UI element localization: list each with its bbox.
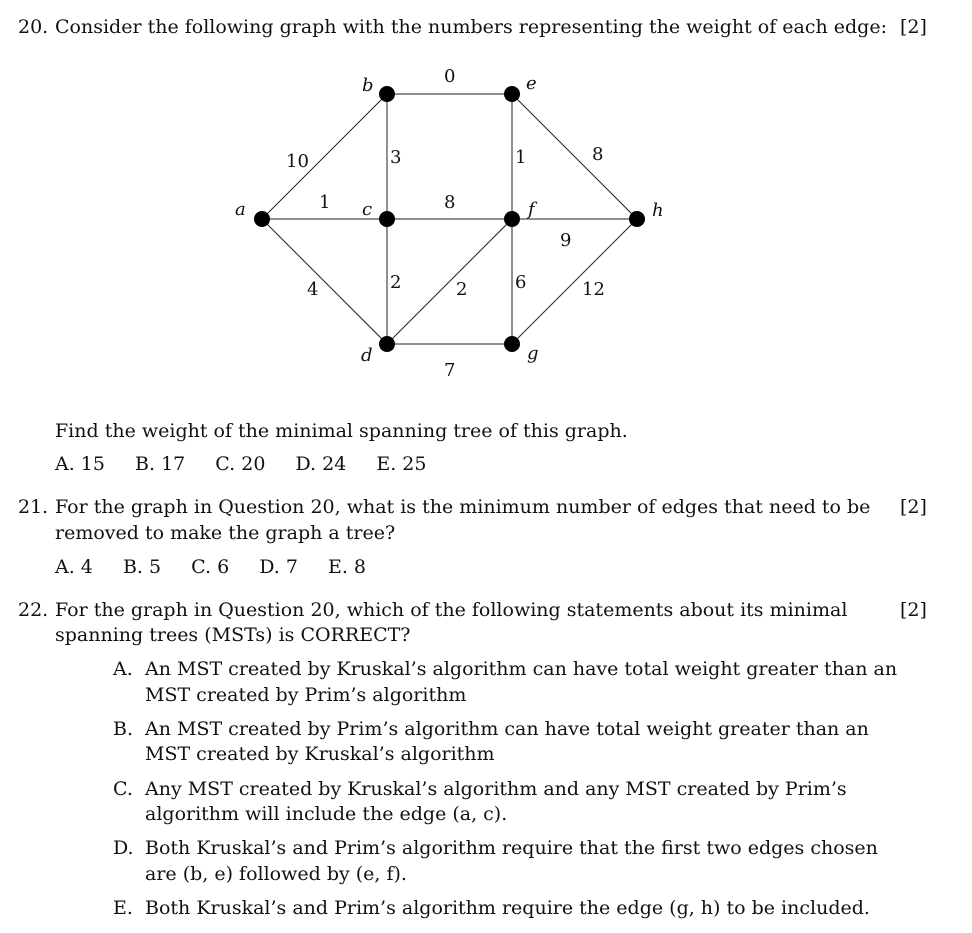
- q20-option-e: E. 25: [376, 453, 427, 475]
- edge-g-h: [512, 219, 637, 344]
- q22-choice-d-line2: are (b, e) followed by (e, f).: [145, 863, 407, 885]
- q22-choice-b-line2: MST created by Kruskal’s algorithm: [145, 743, 495, 765]
- weight-a-c: 1: [319, 192, 331, 213]
- q22-number: 22.: [18, 599, 49, 621]
- node-f: [504, 211, 520, 227]
- edge-d-f: [387, 219, 512, 344]
- graph-diagram: [0, 0, 972, 400]
- weight-a-d: 4: [307, 279, 319, 300]
- node-g: [504, 336, 520, 352]
- q20-prompt: Find the weight of the minimal spanning tree of this graph.: [55, 420, 628, 442]
- q22-choice-d-letter: D.: [113, 837, 134, 859]
- q21-line2: removed to make the graph a tree?: [55, 522, 396, 544]
- node-label-e: e: [526, 73, 537, 94]
- node-label-d: d: [361, 345, 373, 366]
- q22-choice-d-line1: Both Kruskal’s and Prim’s algorithm require that the first two edges chosen: [145, 837, 878, 859]
- q20-text: Consider the following graph with the numbers representing the weight of each edge:: [55, 16, 887, 38]
- weight-g-h: 12: [582, 279, 605, 300]
- edge-a-d: [262, 219, 387, 344]
- weight-b-c: 3: [390, 147, 402, 168]
- weight-e-h: 8: [592, 144, 604, 165]
- node-e: [504, 86, 520, 102]
- q22-choice-b-letter: B.: [113, 718, 134, 740]
- q22-choice-a-line2: MST created by Prim’s algorithm: [145, 684, 467, 706]
- node-d: [379, 336, 395, 352]
- node-a: [254, 211, 270, 227]
- q22-line2: spanning trees (MSTs) is CORRECT?: [55, 624, 411, 646]
- q20-option-a: A. 15: [55, 453, 105, 475]
- node-label-a: a: [235, 199, 246, 220]
- weight-f-h: 9: [560, 230, 572, 251]
- node-b: [379, 86, 395, 102]
- q22-choice-e-letter: E.: [113, 897, 133, 919]
- node-label-g: g: [527, 343, 539, 364]
- q21-number: 21.: [18, 496, 49, 518]
- node-label-b: b: [362, 75, 374, 96]
- q20-option-d: D. 24: [295, 453, 347, 475]
- weight-c-f: 8: [444, 192, 456, 213]
- q22-marks: [2]: [900, 599, 927, 621]
- weight-d-f: 2: [456, 279, 468, 300]
- node-label-f: f: [528, 199, 535, 220]
- q22-choice-a-letter: A.: [113, 658, 133, 680]
- node-label-h: h: [652, 200, 664, 221]
- q21-option-b: B. 5: [122, 556, 162, 578]
- q20-number: 20.: [18, 16, 49, 38]
- q21-options: [55, 556, 366, 578]
- weight-b-e: 0: [444, 66, 456, 87]
- weight-d-g: 7: [444, 360, 456, 381]
- weight-e-f: 1: [515, 147, 527, 168]
- weight-f-g: 6: [515, 272, 527, 293]
- q20-marks: [2]: [900, 16, 927, 38]
- q21-marks: [2]: [900, 496, 927, 518]
- q22-choice-c-line1: Any MST created by Kruskal’s algorithm and any MST created by Prim’s: [145, 778, 847, 800]
- q22-choice-b-line1: An MST created by Prim’s algorithm can have total weight greater than an: [145, 718, 869, 740]
- q22-choice-e-line1: Both Kruskal’s and Prim’s algorithm require the edge (g, h) to be included.: [145, 897, 870, 919]
- node-c: [379, 211, 395, 227]
- weight-a-b: 10: [286, 151, 309, 172]
- q21-option-d: D. 7: [259, 556, 298, 578]
- weight-c-d: 2: [390, 272, 402, 293]
- q21-option-e: E. 8: [327, 556, 367, 578]
- q20-option-b: B. 17: [135, 453, 186, 475]
- q22-choice-c-letter: C.: [113, 778, 133, 800]
- q20-option-c: C. 20: [215, 453, 266, 475]
- q21-option-c: C. 6: [191, 556, 230, 578]
- q21-option-a: A. 4: [55, 556, 93, 578]
- q22-choice-c-line2: algorithm will include the edge (a, c).: [145, 803, 508, 825]
- q20-options: [55, 453, 426, 475]
- node-label-c: c: [362, 199, 373, 220]
- q22-line1: For the graph in Question 20, which of the following statements about its minimal: [55, 599, 848, 621]
- q21-line1: For the graph in Question 20, what is the minimum number of edges that need to be: [55, 496, 871, 518]
- q22-choice-a-line1: An MST created by Kruskal’s algorithm can have total weight greater than an: [145, 658, 898, 680]
- node-h: [629, 211, 645, 227]
